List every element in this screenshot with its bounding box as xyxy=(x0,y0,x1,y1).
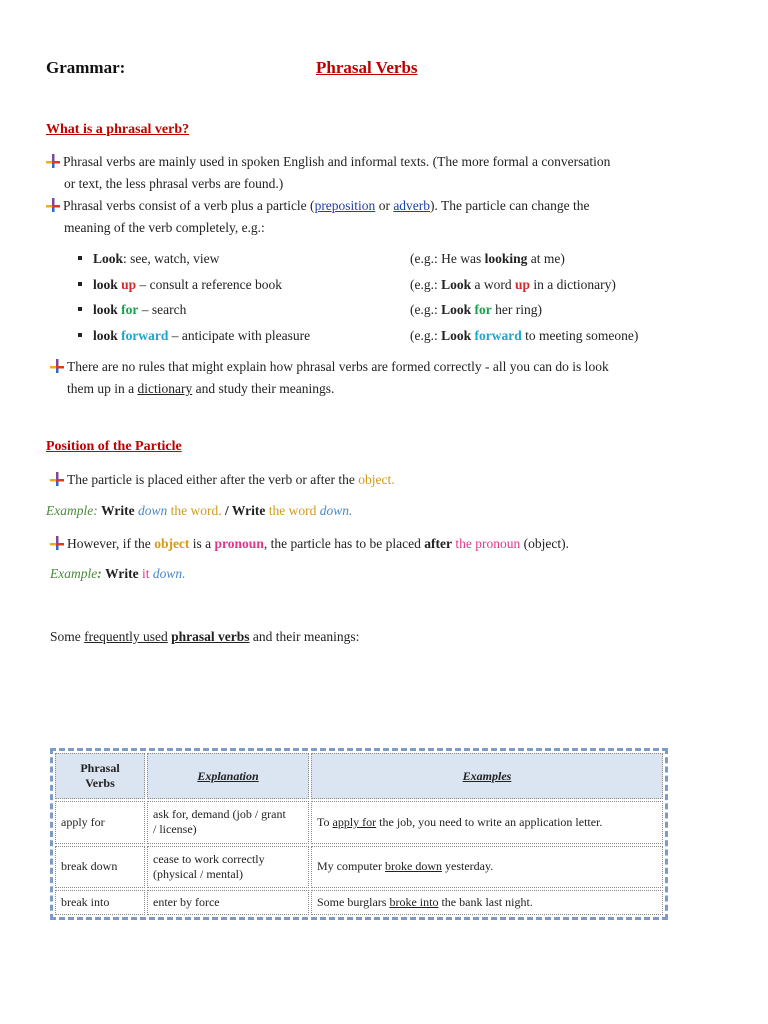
bullet-no-rules-cont: them up in a dictionary and study their meanings. xyxy=(67,381,335,396)
bullet-spoken-english: Phrasal verbs are mainly used in spoken English and informal texts. (The more formal a conversation xyxy=(46,151,610,173)
square-bullet-icon xyxy=(78,333,82,337)
example-look-for: look for – search xyxy=(78,302,186,318)
page-title: Phrasal Verbs xyxy=(316,58,418,77)
plus-bullet-icon xyxy=(50,359,64,373)
cell-verb: break into xyxy=(55,890,145,915)
square-bullet-icon xyxy=(78,282,82,286)
cell-example: Some burglars broke into the bank last night. xyxy=(311,890,663,915)
cell-example: My computer broke down yesterday. xyxy=(311,846,663,889)
example-write-it-down: Example: Write it down. xyxy=(50,566,186,581)
dictionary-link[interactable]: dictionary xyxy=(137,381,193,396)
plus-bullet-icon xyxy=(46,198,60,212)
example-look-up: look up – consult a reference book xyxy=(78,277,282,293)
cell-explanation: cease to work correctly (physical / mental) xyxy=(147,846,309,889)
plus-bullet-icon xyxy=(50,536,64,550)
header-phrasal-verbs: Phrasal Verbs xyxy=(55,753,145,799)
header-examples: Examples xyxy=(311,753,663,799)
bullet-spoken-english-cont: or text, the less phrasal verbs are found.) xyxy=(64,176,284,191)
cell-example: To apply for the job, you need to write an application letter. xyxy=(311,801,663,844)
phrasal-verbs-table xyxy=(50,748,668,920)
cell-verb: apply for xyxy=(55,801,145,844)
section-title-position: Position of the Particle xyxy=(46,439,182,454)
heading-grammar: Grammar: xyxy=(46,58,126,77)
cell-verb: break down xyxy=(55,846,145,889)
table-row xyxy=(55,890,663,915)
square-bullet-icon xyxy=(78,256,82,260)
example-look-for-sentence: (e.g.: Look for her ring) xyxy=(410,302,542,317)
example-look-forward-sentence: (e.g.: Look forward to meeting someone) xyxy=(410,328,639,343)
bullet-consist: Phrasal verbs consist of a verb plus a particle (preposition or adverb). The particle can change the xyxy=(46,195,589,217)
intro-frequent-verbs: Some frequently used phrasal verbs and their meanings: xyxy=(50,629,360,644)
cell-explanation: enter by force xyxy=(147,890,309,915)
example-write-down: Example: Write down the word. / Write the word down. xyxy=(46,503,353,518)
example-look-sentence: (e.g.: He was looking at me) xyxy=(410,251,565,266)
example-look: Look: see, watch, view xyxy=(78,251,219,267)
adverb-link[interactable]: adverb xyxy=(393,198,431,213)
bullet-pronoun: However, if the object is a pronoun, the particle has to be placed after the pronoun (object). xyxy=(50,533,569,555)
square-bullet-icon xyxy=(78,307,82,311)
bullet-particle-placed: The particle is placed either after the verb or after the object. xyxy=(50,469,395,491)
table-header-row xyxy=(55,753,663,799)
example-look-forward: look forward – anticipate with pleasure xyxy=(78,328,310,344)
table-row xyxy=(55,846,663,889)
cell-explanation: ask for, demand (job / grant / license) xyxy=(147,801,309,844)
bullet-no-rules: There are no rules that might explain how phrasal verbs are formed correctly - all you can do is look xyxy=(50,356,609,378)
section-title-what-is: What is a phrasal verb? xyxy=(46,122,190,137)
plus-bullet-icon xyxy=(50,472,64,486)
preposition-link[interactable]: preposition xyxy=(314,198,376,213)
table-row xyxy=(55,801,663,844)
plus-bullet-icon xyxy=(46,154,60,168)
bullet-consist-cont: meaning of the verb completely, e.g.: xyxy=(64,220,265,235)
header-explanation: Explanation xyxy=(147,753,309,799)
example-look-up-sentence: (e.g.: Look a word up in a dictionary) xyxy=(410,277,616,292)
